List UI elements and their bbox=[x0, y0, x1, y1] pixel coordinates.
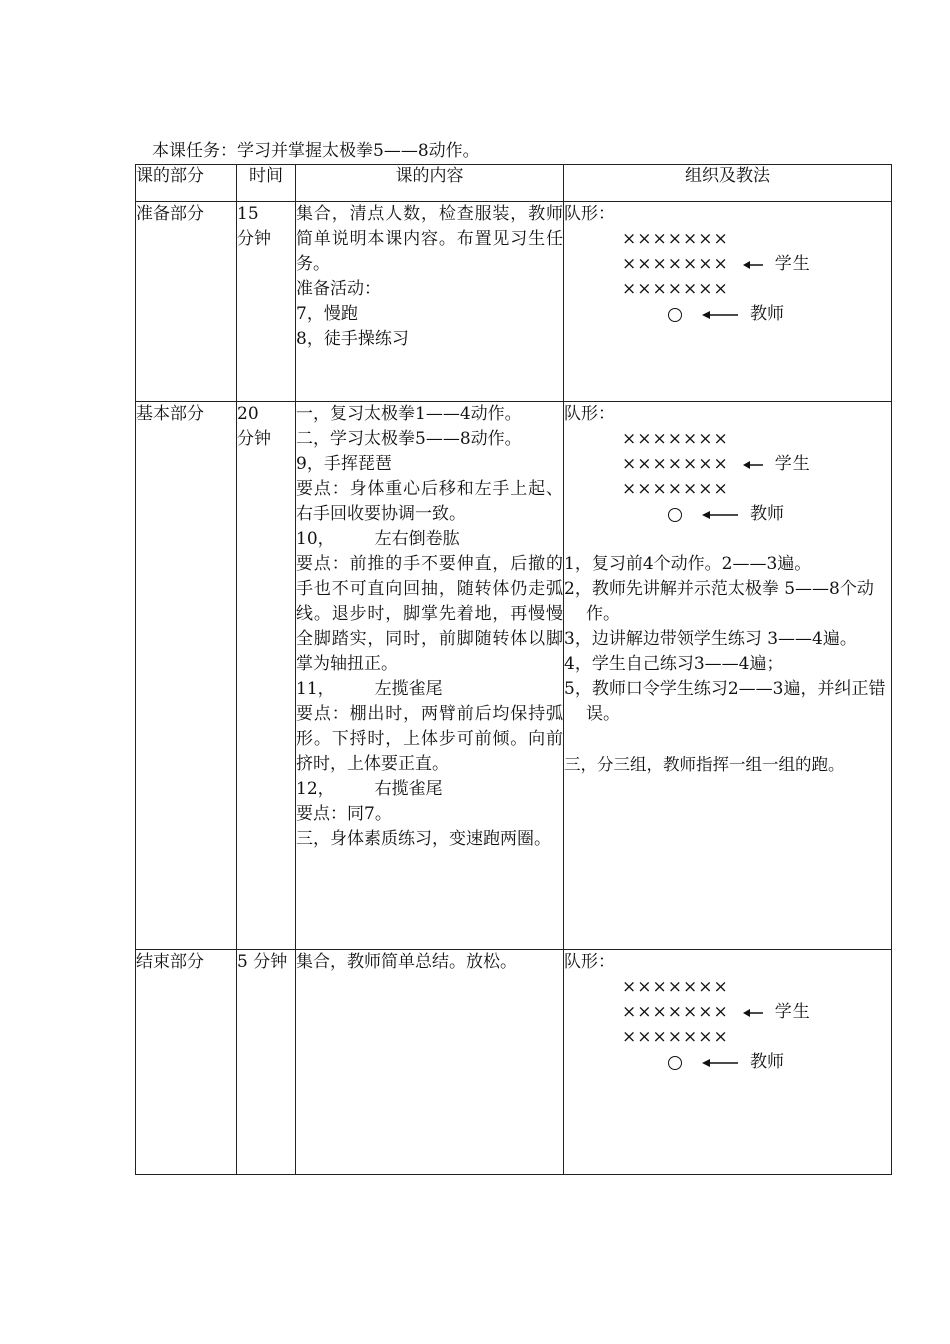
formation-label: 队形： bbox=[564, 952, 615, 972]
arrow-left-icon bbox=[743, 1008, 763, 1018]
method-item: 3，边讲解边带领学生练习 3——4遍。 bbox=[564, 629, 857, 649]
content-prep: 集合，清点人数，检查服装，教师简单说明本课内容。布置见习生任务。 准备活动： 7，慢跑 8，徒手操练习 bbox=[296, 202, 564, 402]
content-end: 集合，教师简单总结。放松。 bbox=[296, 950, 564, 1175]
formation-row: ××××××× 学生 bbox=[622, 254, 811, 274]
row-end bbox=[136, 950, 892, 1175]
formation-label: 队形： bbox=[564, 404, 615, 424]
section-basic: 基本部分 bbox=[136, 402, 237, 950]
arrow-left-icon bbox=[702, 310, 738, 320]
formation-row: ××××××× bbox=[622, 977, 729, 997]
header-section: 课的部分 bbox=[136, 165, 237, 202]
org-basic bbox=[564, 402, 892, 950]
student-label: 学生 bbox=[774, 254, 811, 274]
header-time: 时间 bbox=[237, 165, 296, 202]
arrow-left-icon bbox=[743, 460, 763, 470]
formation-row: ××××××× 学生 bbox=[622, 454, 811, 474]
arrow-left-icon bbox=[702, 510, 738, 520]
section-end: 结束部分 bbox=[136, 950, 237, 1175]
teacher-label: 教师 bbox=[750, 1052, 784, 1072]
formation-row: ××××××× bbox=[622, 229, 729, 249]
org-prep bbox=[564, 202, 892, 402]
lesson-plan-table bbox=[135, 164, 892, 1175]
method-item: 4，学生自己练习3——4遍； bbox=[564, 654, 784, 674]
teacher-row bbox=[564, 502, 891, 527]
method-item: 1，复习前4个动作。2——3遍。 bbox=[564, 554, 812, 574]
teacher-row bbox=[564, 302, 891, 327]
header-content: 课的内容 bbox=[296, 165, 564, 202]
arrow-left-icon bbox=[743, 260, 763, 270]
header-row bbox=[136, 165, 892, 202]
org-end bbox=[564, 950, 892, 1175]
lesson-task: 本课任务：学习并掌握太极拳5——8动作。 bbox=[152, 141, 480, 161]
teacher-circle-icon bbox=[668, 1056, 682, 1070]
formation-row: ××××××× bbox=[622, 1027, 729, 1047]
method-item: 5，教师口令学生练习2——3遍，并纠正错误。 bbox=[564, 679, 886, 724]
section-prep: 准备部分 bbox=[136, 202, 237, 402]
time-basic: 20 分钟 bbox=[237, 402, 296, 950]
time-prep: 15 分钟 bbox=[237, 202, 296, 402]
formation-row: ××××××× bbox=[622, 429, 729, 449]
header-organization: 组织及教法 bbox=[564, 165, 892, 202]
student-label: 学生 bbox=[774, 1002, 811, 1022]
row-prep bbox=[136, 202, 892, 402]
teacher-row bbox=[564, 1050, 891, 1075]
student-label: 学生 bbox=[774, 454, 811, 474]
arrow-left-icon bbox=[702, 1058, 738, 1068]
time-end: 5 分钟 bbox=[237, 950, 296, 1175]
method-item: 2，教师先讲解并示范太极拳 5——8个动作。 bbox=[564, 579, 874, 624]
formation-row: ××××××× 学生 bbox=[622, 1002, 811, 1022]
formation-row: ××××××× bbox=[622, 279, 729, 299]
teacher-circle-icon bbox=[668, 508, 682, 522]
row-basic bbox=[136, 402, 892, 950]
method-extra: 三，分三组，教师指挥一组一组的跑。 bbox=[564, 755, 845, 774]
teacher-circle-icon bbox=[668, 308, 682, 322]
teacher-label: 教师 bbox=[750, 304, 784, 324]
teacher-label: 教师 bbox=[750, 504, 784, 524]
formation-label: 队形： bbox=[564, 204, 615, 224]
formation-row: ××××××× bbox=[622, 479, 729, 499]
content-basic: 一，复习太极拳1——4动作。 二，学习太极拳5——8动作。 9，手挥琵琶 要点：身体重心后移和左手上起、右手回收要协调一致。 10， 左右倒卷肱 要点：前推的手不要伸直，后撤的手也不可直向回抽，随转体仍走弧线。退步时，脚掌先着地，再慢慢全脚踏实，同时，前脚随转体以脚掌为轴扭正。 11， 左揽雀尾 要点：棚出时，两臂前后均保持弧形。下捋时，上体步可前倾。向前挤时，上体要正直。 12， 右揽雀尾 要点：同7。 三，身体素质练习，变速跑两圈。 bbox=[296, 402, 564, 950]
